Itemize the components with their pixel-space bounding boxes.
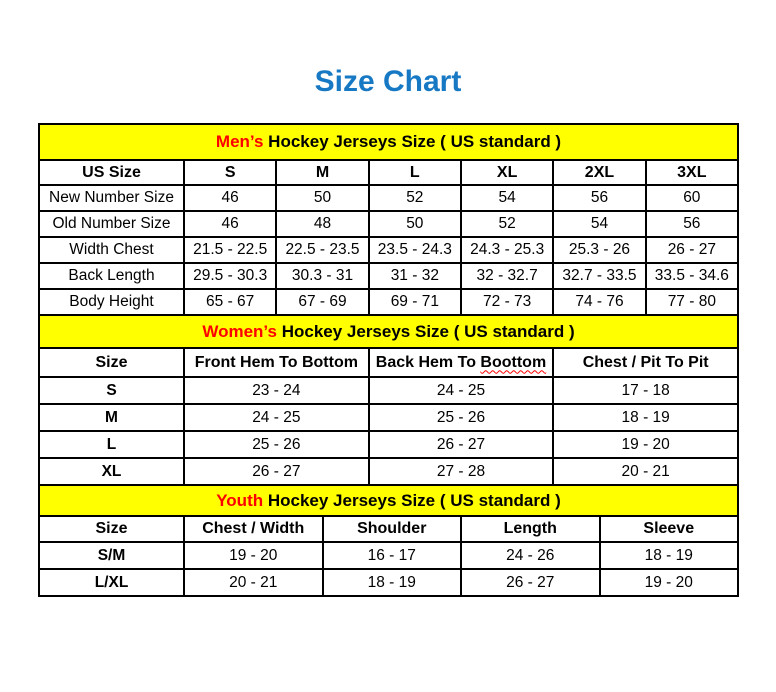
column-header: Length [461,516,600,542]
table-cell: 24.3 - 25.3 [461,237,553,263]
column-header: Front Hem To Bottom [184,348,369,377]
mens-size-table [38,123,739,316]
table-cell: 24 - 25 [369,377,554,404]
table-cell: 54 [461,185,553,211]
table-cell: 50 [369,211,461,237]
column-header: S [184,160,276,185]
table-cell: 25 - 26 [369,404,554,431]
table-cell: 30.3 - 31 [276,263,368,289]
mens-banner-highlight: Men’s [215,132,264,151]
table-cell: 21.5 - 22.5 [184,237,276,263]
column-header: M [276,160,368,185]
table-cell: 52 [369,185,461,211]
womens-banner-row [39,315,738,348]
womens-header-row [39,348,738,377]
table-cell: 52 [461,211,553,237]
table-cell: 19 - 20 [553,431,738,458]
table-cell: 23.5 - 24.3 [369,237,461,263]
mens-banner-text: Hockey Jerseys Size ( US standard ) [263,132,562,151]
page-title: Size Chart [314,65,462,98]
table-cell: 18 - 19 [553,404,738,431]
back-hem-text: Back Hem To [375,353,481,371]
table-cell: 60 [646,185,738,211]
table-cell: 72 - 73 [461,289,553,315]
table-cell: 26 - 27 [369,431,554,458]
row-label: L/XL [39,569,184,596]
table-cell: 18 - 19 [323,569,462,596]
column-header: Size [39,348,184,377]
table-cell: 22.5 - 23.5 [276,237,368,263]
column-header: Size [39,516,184,542]
table-cell: 50 [276,185,368,211]
table-cell: 26 - 27 [646,237,738,263]
table-row [39,404,738,431]
table-cell: 17 - 18 [553,377,738,404]
column-header: Chest / Pit To Pit [553,348,738,377]
table-cell: 54 [553,211,645,237]
table-cell: 65 - 67 [184,289,276,315]
mens-section-banner [39,124,738,160]
table-row [39,289,738,315]
table-cell: 25 - 26 [184,431,369,458]
row-label: Body Height [39,289,184,315]
table-cell: 16 - 17 [323,542,462,569]
table-cell: 67 - 69 [276,289,368,315]
table-cell: 20 - 21 [184,569,323,596]
column-header: XL [461,160,553,185]
youth-banner-highlight: Youth [216,490,264,510]
table-cell: 56 [553,185,645,211]
row-label: S [39,377,184,404]
column-header: Shoulder [323,516,462,542]
table-cell: 56 [646,211,738,237]
size-chart-tables [38,123,739,597]
table-row [39,458,738,485]
table-cell: 33.5 - 34.6 [646,263,738,289]
table-cell: 20 - 21 [553,458,738,485]
table-cell: 23 - 24 [184,377,369,404]
table-row [39,211,738,237]
womens-size-table [38,314,739,486]
table-cell: 46 [184,185,276,211]
table-cell: 24 - 26 [461,542,600,569]
row-label: S/M [39,542,184,569]
mens-banner-row [39,124,738,160]
table-row [39,569,738,596]
womens-banner-text: Hockey Jerseys Size ( US standard ) [276,321,575,341]
womens-section-banner [39,315,738,348]
row-label: Back Length [39,263,184,289]
table-row [39,431,738,458]
column-header: US Size [39,160,184,185]
table-cell: 48 [276,211,368,237]
table-cell: 31 - 32 [369,263,461,289]
table-cell: 32.7 - 33.5 [553,263,645,289]
row-label: Width Chest [39,237,184,263]
row-label: M [39,404,184,431]
table-cell: 25.3 - 26 [553,237,645,263]
row-label: L [39,431,184,458]
row-label: XL [39,458,184,485]
column-header-back-hem [369,348,554,377]
column-header: Sleeve [600,516,739,542]
womens-banner-highlight: Women’s [202,321,277,341]
column-header: Chest / Width [184,516,323,542]
table-cell: 69 - 71 [369,289,461,315]
table-row [39,185,738,211]
youth-banner-text: Hockey Jerseys Size ( US standard ) [263,490,561,510]
table-row [39,237,738,263]
column-header: L [369,160,461,185]
table-cell: 26 - 27 [184,458,369,485]
table-cell: 18 - 19 [600,542,739,569]
youth-header-row [39,516,738,542]
table-cell: 19 - 20 [184,542,323,569]
youth-section-banner [39,485,738,516]
row-label: Old Number Size [39,211,184,237]
table-cell: 27 - 28 [369,458,554,485]
table-cell: 74 - 76 [553,289,645,315]
table-row [39,263,738,289]
row-label: New Number Size [39,185,184,211]
column-header: 3XL [646,160,738,185]
youth-banner-row [39,485,738,516]
table-cell: 26 - 27 [461,569,600,596]
misspelled-word: Boottom [480,353,547,371]
youth-size-table [38,484,739,597]
table-cell: 29.5 - 30.3 [184,263,276,289]
column-header: 2XL [553,160,645,185]
table-cell: 46 [184,211,276,237]
table-cell: 19 - 20 [600,569,739,596]
mens-header-row [39,160,738,185]
table-cell: 24 - 25 [184,404,369,431]
table-cell: 32 - 32.7 [461,263,553,289]
table-row [39,542,738,569]
table-row [39,377,738,404]
table-cell: 77 - 80 [646,289,738,315]
